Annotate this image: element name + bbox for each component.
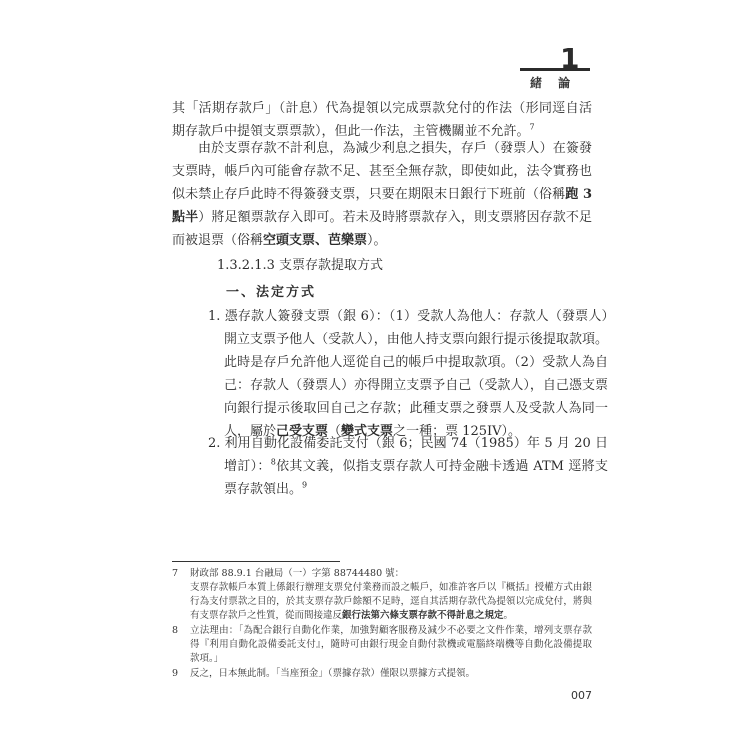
term-self-payee-check: 己受支票 [276,424,329,439]
footnote-7-body-text: 支票存款帳戶本質上係銀行辦理支票兌付業務而設之帳戶，如准許客戶以『概括』授權方式由銀行為支付票款之目的，於其支票存款戶餘額不足時，逕自其活期存款代為提領以完成兌付，將與有支票存款戶之性質，從而間接違反 [190,582,592,621]
footnote-8-text: 立法理由：「為配合銀行自動化作業，加強對顧客服務及減少不必要之文件作業，增列支票存款得『利用自動化設備委託支付』，隨時可由銀行現金自動付款機或電腦終端機等自動化設備提取款項。」 [190,625,592,664]
footnote-7-citation: 財政部 88.9.1 台融局（一）字第 88744480 號： [190,568,405,579]
footnote-7 [172,567,592,623]
footnote-7-body [190,581,592,623]
list-item-2-text-b: 依其文義，似指支票存款人可持金融卡透過 ATM 逕將支票存款領出。 [224,459,608,497]
header-rule [520,68,590,71]
page-number: 007 [571,689,592,702]
list-item-1-text-b: （ [328,424,342,439]
footnote-7-number: 7 [172,568,179,579]
list-item-1-text-c: 之一種；票 125IV）。 [393,424,522,439]
footnote-rule [172,561,340,562]
list-item-2-text-a: 利用自動化設備委託支付（銀 6；民國 74（1985）年 5 月 20 日增訂）： [224,436,608,474]
term-variant-check: 變式支票 [341,424,394,439]
footnote-7-body-tail: 。 [503,610,514,621]
paragraph-1-text: 其「活期存款戶」（計息）代為提領以完成票款兌付的作法（形同逕自活期存款戶中提領支票票款），但此一作法，主管機關並不允許。 [172,101,592,139]
section-heading: 1.3.2.1.3 支票存款提取方式 [217,258,384,273]
footnote-ref-8[interactable]: 8 [270,457,276,467]
list-item-1-text-a: 憑存款人簽發支票（銀 6）：（1）受款人為他人：存款人（發票人）開立支票予他人（受款人），由他人持支票向銀行提示後提取款項。此時是存戶允許他人逕從自己的帳戶中提取款項。（2）受款人為自己：存款人（發票人）亦得開立支票予自己（受款人），自己憑支票向銀行提示後取回自己之存款；此種支票之發票人及受款人為同一人，屬於 [224,309,608,439]
footnotes [172,567,592,682]
chapter-number: 1 [560,42,580,75]
term-3pm-run: 跑 3 點半 [172,187,592,225]
method-heading: 一、法定方式 [226,285,317,300]
term-bounced-check: 空頭支票、芭樂票 [263,233,368,248]
list-item-1 [208,305,608,443]
paragraph-2-text-b: ）將足額票款存入即可。若未及時將票款存入，則支票將因存款不足而被退票（俗稱 [172,210,592,248]
list-item-2 [208,432,608,501]
footnote-9-text: 反之，日本無此制。「当座預金」（票據存款）僅限以票據方式提領。 [190,668,476,679]
paragraph-2-text-a: 由於支票存款不計利息，為減少利息之損失，存戶（發票人）在簽發支票時，帳戶內可能會存款不足、甚至全無存款，即使如此，法令實務也似未禁止存戶此時不得簽發支票，只要在期限末日銀行下班前（俗稱 [172,141,592,202]
footnote-9-number: 9 [172,668,179,679]
chapter-title: 緒 論 [530,76,577,90]
list-item-1-number: 1. [208,309,221,324]
paragraph-2 [172,137,592,252]
footnote-8 [172,624,592,666]
footnote-ref-9[interactable]: 9 [302,480,308,490]
footnote-8-number: 8 [172,625,179,636]
footnote-9 [172,667,592,681]
list-item-2-number: 2. [208,436,221,451]
paragraph-2-text-c: ）。 [367,233,387,248]
footnote-7-bold-phrase: 銀行法第六條支票存款不得計息之規定 [342,610,504,621]
footnote-ref-7[interactable]: 7 [529,122,535,132]
